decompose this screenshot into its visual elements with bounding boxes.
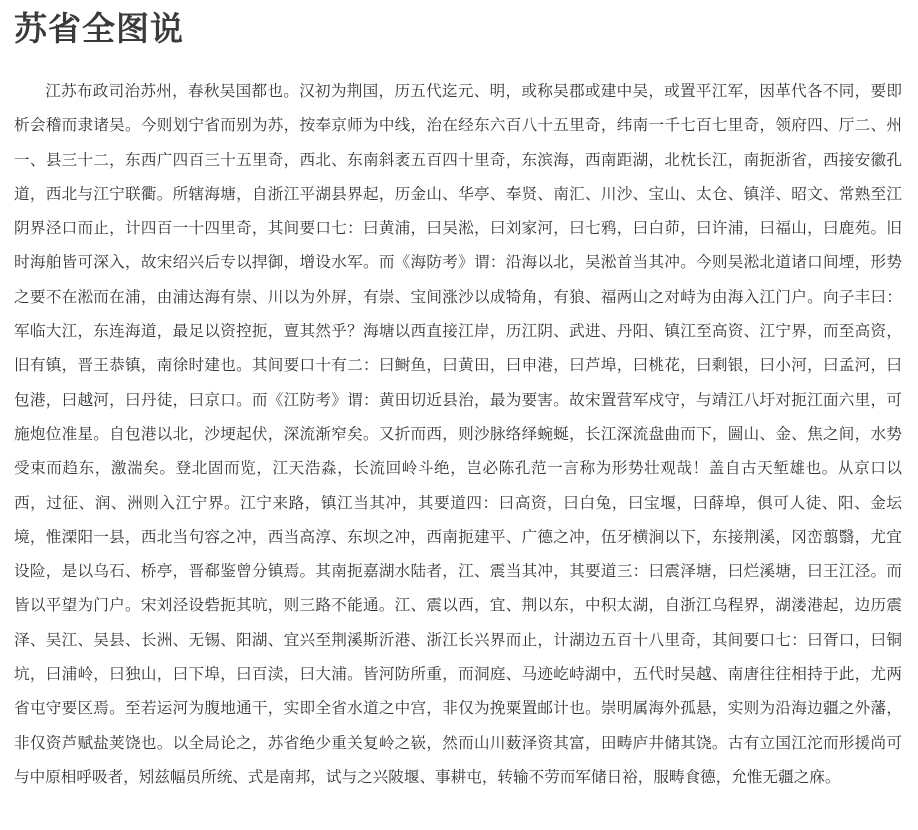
page-title: 苏省全图说 [14,9,184,48]
body-paragraph: 江苏布政司治苏州，春秋吴国都也。汉初为荆国，历五代迄元、明，或称吴郡或建中吴，或置平江军，因革代各不同，要即析会稽而隶诸吴。今则划宁省而别为苏，按奉京师为中线，治在经东六百八十五里奇，纬南一千七百七里奇，领府四、厅二、州一、县三十二，东西广四百三十五里奇，西北、东南斜袤五百四十里奇，东滨海，西南距湖，北枕长江，南扼浙省，西接安徽孔道，西北与江宁联衢。所辖海塘，自浙江平湖县界起，历金山、华亭、奉贤、南汇、川沙、宝山、太仓、镇洋、昭文、常熟至江阴界泾口而止，计四百一十四里奇，其间要口七：曰黄浦，曰吴淞，曰刘家河，曰七鸦，曰白茆，曰许浦，曰福山，曰鹿苑。旧时海舶皆可深入，故宋绍兴后专以捍御，增设水军。而《海防考》谓：沿海以北，吴淞首当其冲。今则吴淞北道诸口间堙，形势之要不在淞而在浦，由浦达海有崇、川以为外屏，有崇、宝间涨沙以成犄角，有狼、福两山之对峙为由海入江门户。向子丰曰：军临大江，东连海道，最足以资控扼，亶其然乎？海塘以西直接江岸，历江阴、武进、丹阳、镇江至高资、江宁界，而至高资，旧有镇，晋王恭镇，南徐时建也。其间要口十有二：曰鲥鱼，曰黄田，曰申港，曰芦埠，曰桃花，曰剩银，曰小河，曰孟河，曰包港，曰越河，曰丹徒，曰京口。而《江防考》谓：黄田切近县治，最为要害。故宋置营军戍守，与靖江八圩对扼江面六里，可施炮位准星。自包港以北，沙埂起伏，深流渐窄矣。又折而西，则沙脉络绎蜿蜒，长江深流盘曲而下，圌山、金、焦之间，水势受束而趋东，激湍矣。登北固而览，江天浩淼，长流回岭斗绝，岂必陈孔范一言称为形势壮观哉！盖自古天堑雄也。从京口以西，过征、润、洲则入江宁界。江宁来路，镇江当其冲，其要道四：曰高资，曰白兔，曰宝堰，曰薛埠，俱可人徒、阳、金坛境，惟溧阳一县，西北当句容之冲，西当高淳、东坝之冲，西南扼建平、广德之冲，伍牙横涧以下，东接荆溪，冈峦翦翳，尤宜设险，是以乌石、桥亭，晋郗鉴曾分镇焉。其南扼嘉湖水陆者，江、震当其冲，其要道三：曰震泽塘，曰烂溪塘，曰王江泾。而皆以平望为门户。宋刘泾设砦扼其吭，则三路不能通。江、震以西，宜、荆以东，中积太湖，自浙江乌程界，湖溇港起，边历震泽、吴江、吴县、长洲、无锡、阳湖、宜兴至荆溪斯沂港、浙江长兴界而止，计湖边五百十八里奇，其间要口七：曰胥口，曰铜坑，曰浦岭，曰独山，曰下埠，曰百渎，曰大浦。皆河防所重，而洞庭、马迹屹峙湖中，五代时吴越、南唐往往相持于此，尤两省屯守要区焉。至若运河为腹地通干，实即全省水道之中宫，非仅为挽粟置邮计也。崇明属海外孤悬，实则为沿海边疆之外藩，非仅资芦赋盐荚饶也。以全局论之，苏省绝少重关复岭之嵚，然而山川薮泽资其富，田畴庐井储其饶。古有立国江沱而形援尚可与中原相呼吸者，矧兹幅员所统、式是南邦，试与之兴陂堰、事耕屯，转输不劳而军储日裕，服畴食德，允惟无疆之庥。 [14,82,902,786]
article-body [14,74,902,794]
